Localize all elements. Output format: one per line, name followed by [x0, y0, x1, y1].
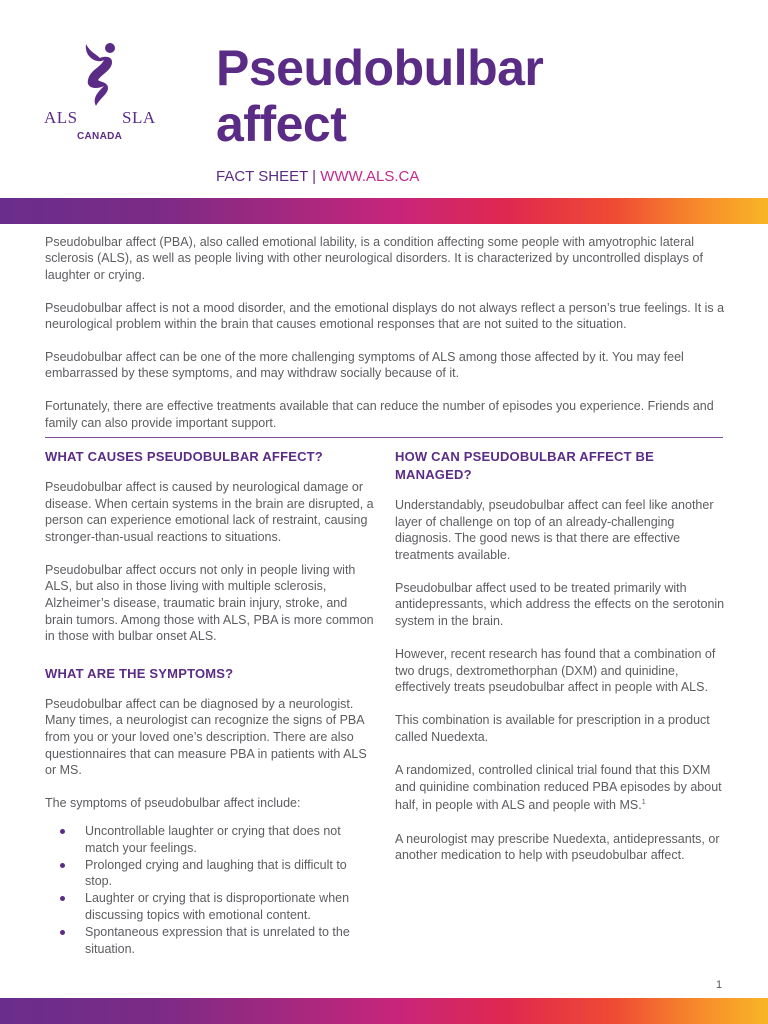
intro-paragraph: Pseudobulbar affect can be one of the more challenging symptoms of ALS among those affected by it. You may feel embarrassed by these symptoms, and may withdraw socially because of it.	[45, 350, 684, 381]
logo-sla-text: SLA	[122, 108, 156, 127]
causes-heading: WHAT CAUSES PSEUDOBULBAR AFFECT?	[45, 449, 323, 464]
symptoms-intro: The symptoms of pseudobulbar affect include:	[45, 796, 301, 811]
managed-paragraph: Pseudobulbar affect used to be treated primarily with antidepressants, which address the effects on the serotonin system in the brain.	[395, 580, 725, 629]
title-line-2: affect	[216, 96, 347, 152]
managed-paragraph: Understandably, pseudobulbar affect can feel like another layer of challenge on top of an already-challenging diagnosis. The good news is that there are effective treatments available.	[395, 498, 714, 562]
bullet-icon	[60, 896, 65, 901]
left-column	[45, 448, 375, 958]
list-item: Prolonged crying and laughing that is difficult to stop.	[45, 857, 375, 890]
symptoms-list	[45, 823, 375, 957]
causes-paragraph: Pseudobulbar affect is caused by neurological damage or disease. When certain systems in the brain are disrupted, a person can experience emotional lack of restraint, causing stronger-than-usual reactions to situations.	[45, 480, 374, 544]
page-title	[216, 40, 736, 152]
logo-canada-text: CANADA	[77, 131, 123, 142]
intro-paragraph: Pseudobulbar affect is not a mood disorder, and the emotional displays do not always reflect a person’s true feelings. It is a neurological problem within the brain that causes emotional responses that are not suited to the situation.	[45, 300, 725, 332]
list-item: Uncontrollable laughter or crying that does not match your feelings.	[45, 823, 375, 856]
bullet-icon	[60, 863, 65, 868]
list-item: Laughter or crying that is disproportionate when discussing topics with emotional content.	[45, 890, 375, 923]
als-figure-icon	[74, 42, 126, 108]
logo-als-text: ALS	[44, 108, 78, 127]
footnote-mark: 1	[641, 799, 646, 807]
intro-paragraph: Fortunately, there are effective treatments available that can reduce the number of episodes you experience. Friends and family can also provide important support.	[45, 399, 714, 430]
managed-paragraph: This combination is available for prescription in a product called Nuedexta.	[395, 713, 710, 745]
intro-section	[45, 234, 725, 448]
right-column	[395, 448, 728, 880]
bullet-icon	[60, 829, 65, 834]
website-link[interactable]: WWW.ALS.CA	[320, 168, 420, 185]
fact-sheet-label: FACT SHEET |	[216, 168, 321, 185]
als-canada-logo	[44, 42, 160, 142]
page-number: 1	[716, 979, 723, 991]
bullet-icon	[60, 930, 65, 935]
managed-paragraph: A neurologist may prescribe Nuedexta, antidepressants, or another medication to help with pseudobulbar affect.	[395, 831, 720, 863]
top-color-band	[0, 198, 768, 224]
managed-heading: HOW CAN PSEUDOBULBAR AFFECT BE MANAGED?	[395, 449, 655, 482]
intro-paragraph: Pseudobulbar affect (PBA), also called emotional lability, is a condition affecting some people with amyotrophic lateral sclerosis (ALS), as well as people living with other neurological disorders. It is characterized by uncontrolled displays of laughter or crying.	[45, 235, 703, 282]
fact-sheet-line	[216, 168, 419, 185]
symptoms-heading: WHAT ARE THE SYMPTOMS?	[45, 665, 234, 681]
causes-paragraph: Pseudobulbar affect occurs not only in people living with ALS, but also in those living with multiple sclerosis, Alzheimer’s disease, traumatic brain injury, stroke, and brain tumors. Among those with ALS, PBA is more common in those with bulbar onset ALS.	[45, 562, 374, 644]
list-item: Spontaneous expression that is unrelated to the situation.	[45, 924, 375, 957]
symptoms-paragraph: Pseudobulbar affect can be diagnosed by a neurologist. Many times, a neurologist can recognize the signs of PBA from you or your loved one’s description. There are also questionnaires that can measure PBA in patients with ALS or MS.	[45, 696, 367, 778]
managed-paragraph: However, recent research has found that a combination of two drugs, dextromethorphan (DXM) and quinidine, effectively treats pseudobulbar affect in people with ALS.	[395, 647, 716, 695]
section-divider	[45, 437, 723, 438]
managed-paragraph: A randomized, controlled clinical trial found that this DXM and quinidine combination reduced PBA episodes by about half, in people with ALS and people with MS.$^1$	[395, 763, 722, 813]
title-line-1: Pseudobulbar	[216, 40, 544, 96]
bottom-color-band	[0, 998, 768, 1024]
